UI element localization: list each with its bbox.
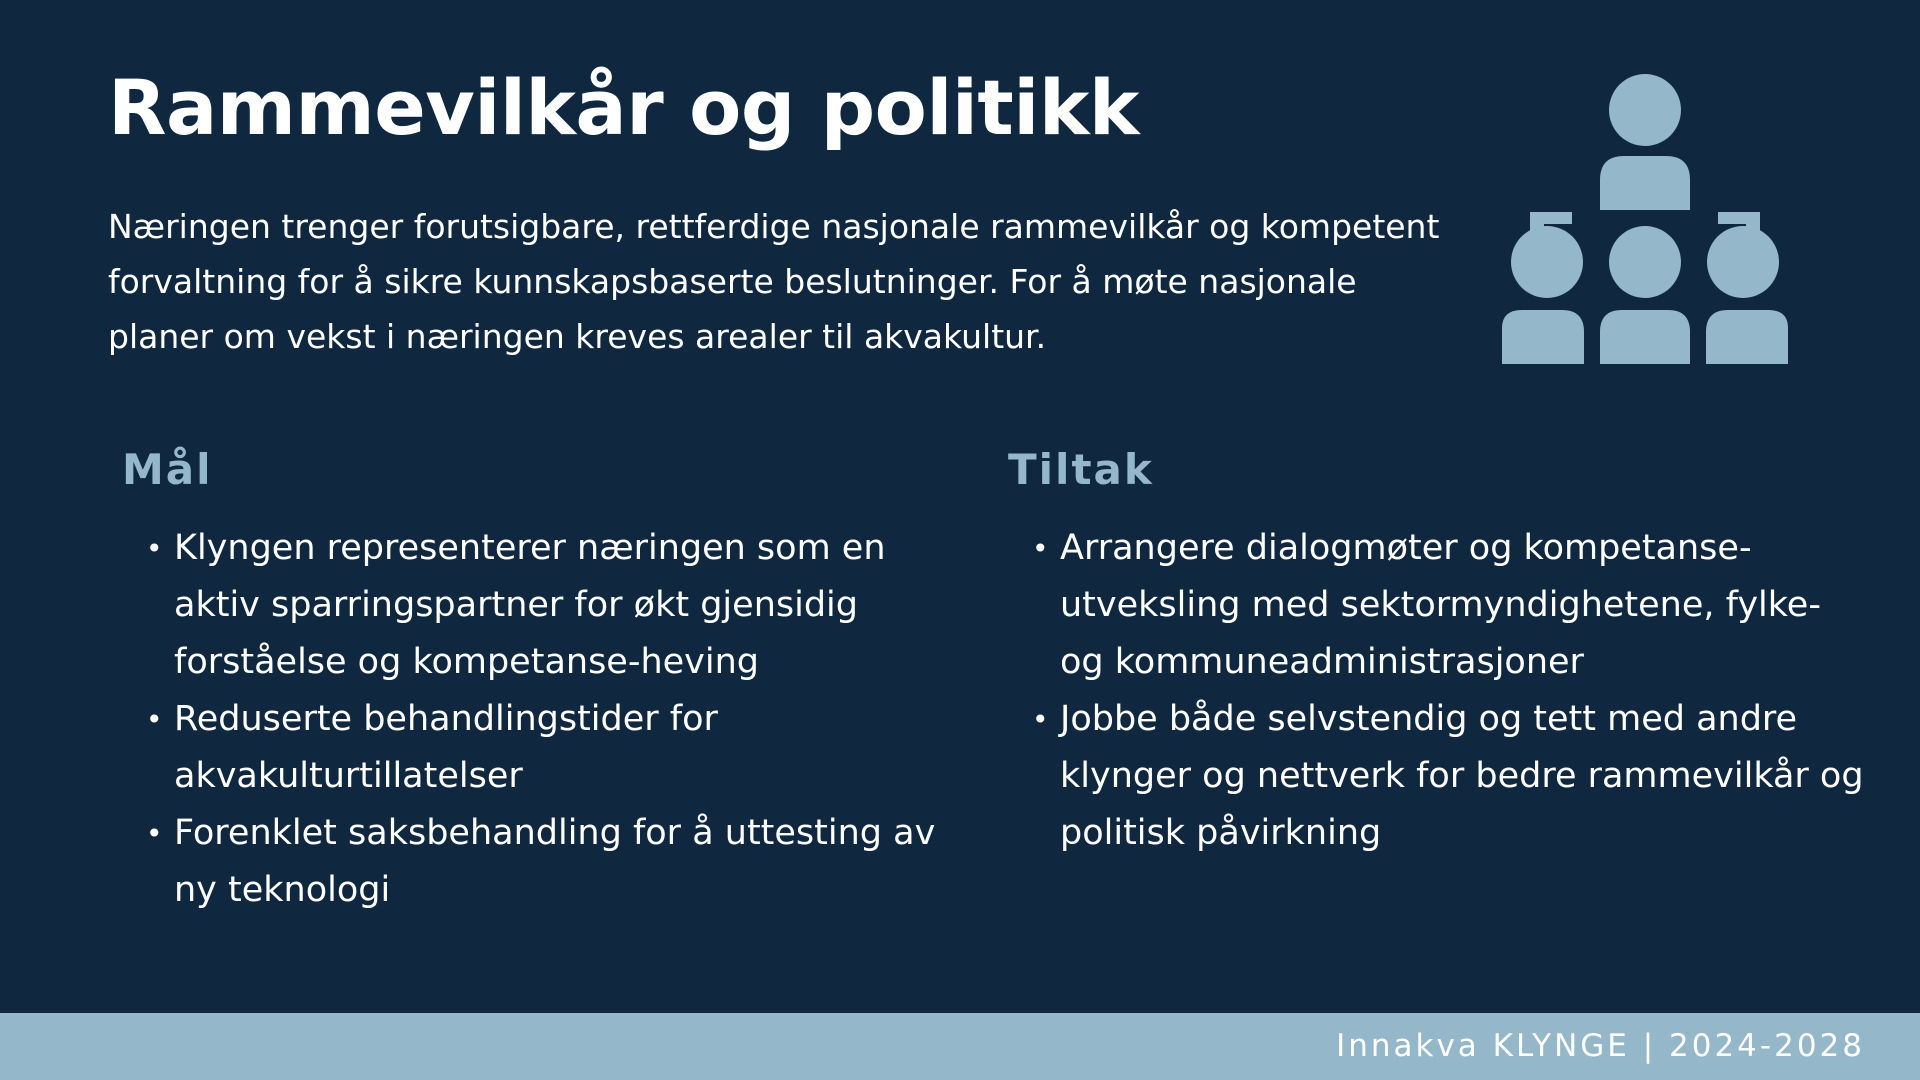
footer-text: Innakva KLYNGE | 2024-2028: [1336, 1028, 1865, 1064]
intro-paragraph: Næringen trenger forutsigbare, rettferdige nasjonale rammevilkår og kompetent forvaltning for å sikre kunnskapsbaserte beslutninger. For å møte nasjonale planer om vekst i næringen kreves arealer til akvakultur.: [108, 207, 1440, 356]
bullet-icon: •: [146, 703, 163, 736]
bullet-icon: •: [146, 817, 163, 850]
actions-heading: Tiltak: [1008, 445, 1154, 494]
people-network-icon: [1490, 70, 1800, 370]
list-item: [1008, 691, 1868, 862]
list-item: [122, 520, 962, 691]
goal-text: Forenklet saksbehandling for å uttesting av ny teknologi: [174, 813, 936, 910]
action-text: Arrangere dialogmøter og kompetanse-utveksling med sektormyndighetene, fylke- og kommuneadministrasjoner: [1060, 528, 1821, 682]
list-item: [1008, 520, 1868, 691]
action-text: Jobbe både selvstendig og tett med andre klynger og nettverk for bedre rammevilkår og politisk påvirkning: [1060, 699, 1864, 853]
goals-column: [122, 440, 962, 919]
list-item: [122, 691, 962, 805]
list-item: [122, 805, 962, 919]
goals-list: [122, 520, 962, 919]
bullet-icon: •: [1032, 532, 1049, 565]
goals-heading: Mål: [122, 445, 213, 494]
actions-column: [1008, 440, 1868, 862]
goal-text: Reduserte behandlingstider for akvakulturtillatelser: [174, 699, 718, 796]
bullet-icon: •: [1032, 703, 1049, 736]
slide-title: Rammevilkår og politikk: [108, 63, 1139, 152]
actions-list: [1008, 520, 1868, 862]
goal-text: Klyngen representerer næringen som en aktiv sparringspartner for økt gjensidig forståelse og kompetanse-heving: [174, 528, 886, 682]
bullet-icon: •: [146, 532, 163, 565]
footer-bar: [0, 1013, 1920, 1080]
